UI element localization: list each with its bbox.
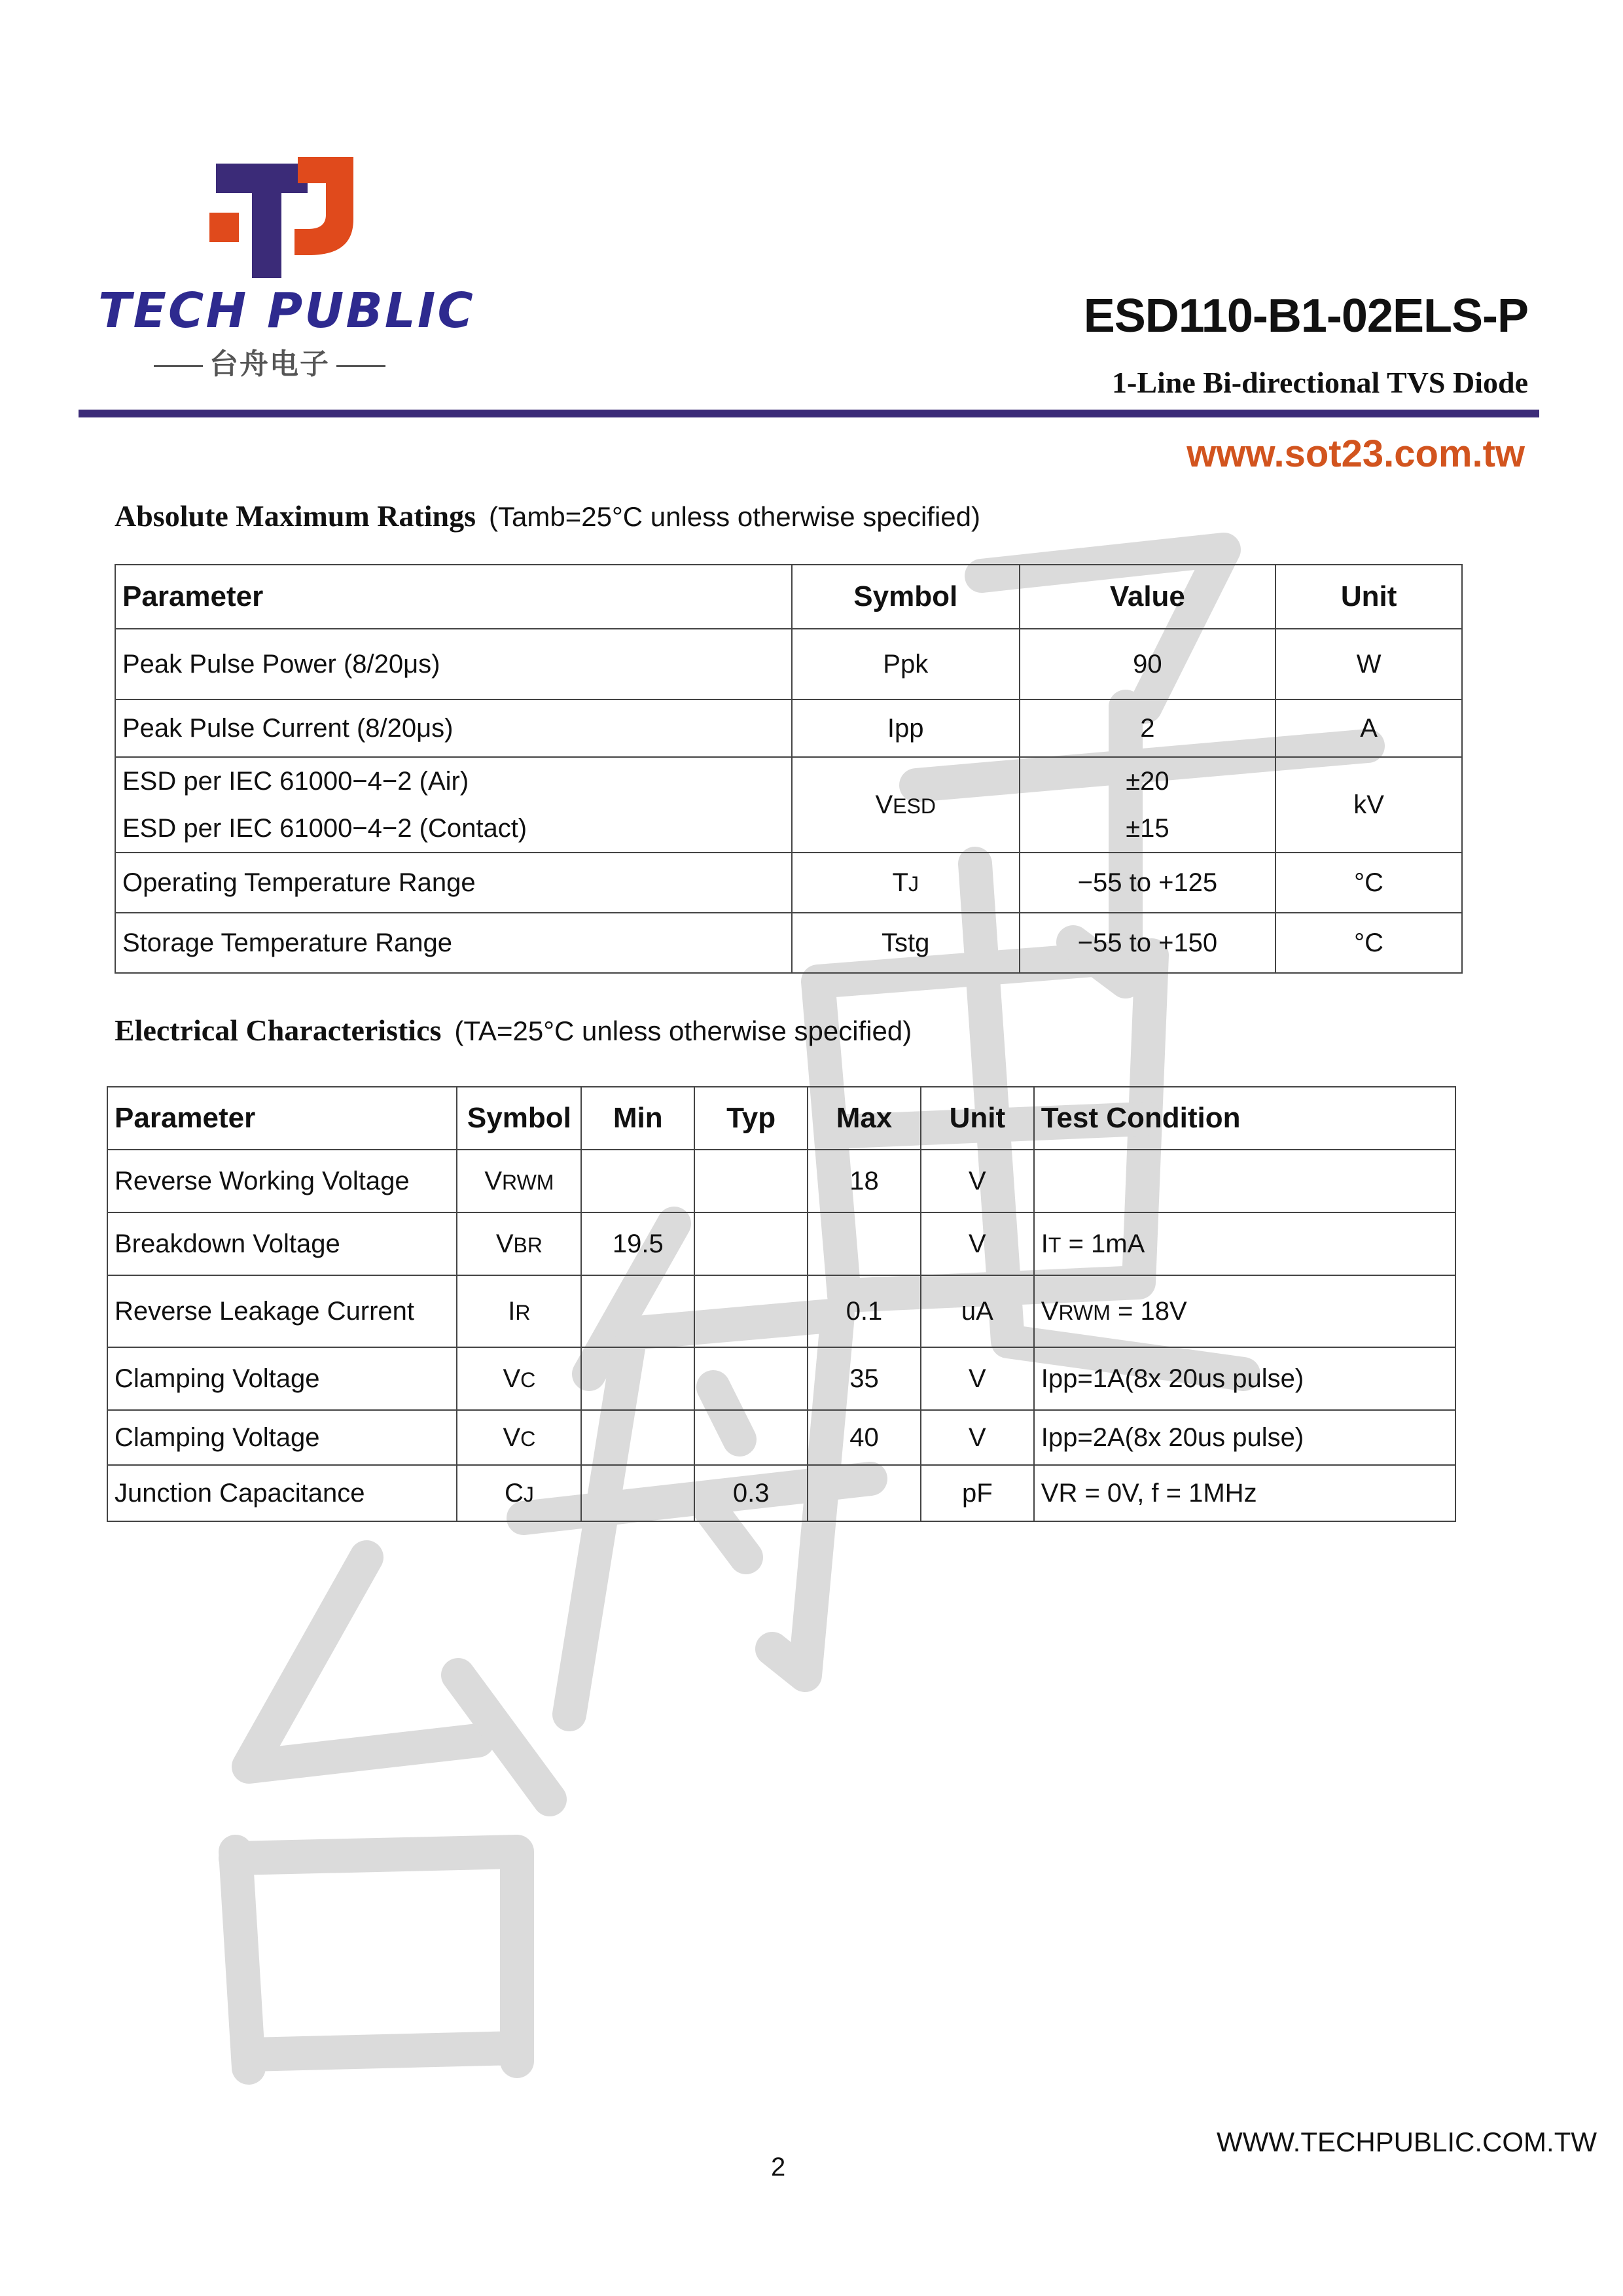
condition-rest: Ipp=1A(8x 20us pulse)	[1041, 1364, 1304, 1393]
symbol-cell: Tstg	[792, 913, 1020, 973]
typ-cell	[694, 1150, 808, 1212]
min-cell	[581, 1465, 694, 1521]
website-link[interactable]: www.sot23.com.tw	[1186, 433, 1525, 475]
condition-main: V	[1041, 1296, 1059, 1326]
unit-cell: V	[921, 1410, 1034, 1465]
parameter-line: ESD per IEC 61000−4−2 (Contact)	[122, 814, 527, 843]
max-cell	[808, 1465, 921, 1521]
symbol-cell	[457, 1465, 581, 1521]
parameter-line: ESD per IEC 61000−4−2 (Air)	[122, 767, 469, 796]
table-row	[107, 1150, 1455, 1212]
table-row	[115, 853, 1462, 913]
unit-cell: °C	[1275, 913, 1462, 973]
condition-cell	[1034, 1275, 1455, 1347]
condition-cell	[1034, 1347, 1455, 1410]
value-line: ±15	[1126, 814, 1169, 843]
column-header: Typ	[694, 1087, 808, 1150]
symbol-main: I	[508, 1296, 516, 1326]
unit-cell: W	[1275, 629, 1462, 699]
value-cell: −55 to +150	[1020, 913, 1276, 973]
condition-cell	[1034, 1150, 1455, 1212]
amr-note: (Tamb=25°C unless otherwise specified)	[489, 501, 981, 532]
max-cell: 0.1	[808, 1275, 921, 1347]
condition-rest: Ipp=2A(8x 20us pulse)	[1041, 1422, 1304, 1452]
column-header: Unit	[921, 1087, 1034, 1150]
unit-cell: kV	[1275, 757, 1462, 853]
document-subtitle: 1-Line Bi-directional TVS Diode	[1112, 366, 1528, 399]
symbol-sub: RWM	[502, 1170, 554, 1194]
amr-heading	[115, 499, 980, 533]
table-row	[107, 1212, 1455, 1275]
symbol-sub: ESD	[893, 794, 936, 818]
header-divider	[79, 410, 1539, 417]
symbol-main: V	[484, 1166, 503, 1195]
value-cell: 2	[1020, 699, 1276, 757]
table-row	[115, 757, 1462, 853]
max-cell: 18	[808, 1150, 921, 1212]
symbol-sub: J	[908, 872, 919, 896]
condition-rest: = 1mA	[1061, 1229, 1145, 1258]
symbol-sub: C	[520, 1368, 536, 1392]
column-header: Min	[581, 1087, 694, 1150]
unit-cell: A	[1275, 699, 1462, 757]
parameter-cell: Clamping Voltage	[107, 1347, 457, 1410]
parameter-cell: Peak Pulse Current (8/20μs)	[115, 699, 792, 757]
typ-cell	[694, 1212, 808, 1275]
parameter-cell: Breakdown Voltage	[107, 1212, 457, 1275]
value-cell	[1020, 757, 1276, 853]
parameter-cell: Peak Pulse Power (8/20μs)	[115, 629, 792, 699]
unit-cell: V	[921, 1150, 1034, 1212]
page-number: 2	[771, 2153, 786, 2181]
value-cell: 90	[1020, 629, 1276, 699]
amr-title: Absolute Maximum Ratings	[115, 499, 476, 533]
symbol-main: V	[875, 790, 893, 819]
table-header-row	[107, 1087, 1455, 1150]
parameter-cell: Operating Temperature Range	[115, 853, 792, 913]
condition-cell	[1034, 1410, 1455, 1465]
condition-cell	[1034, 1465, 1455, 1521]
logo-subtext: 台舟电子	[147, 340, 392, 382]
symbol-sub: R	[515, 1300, 531, 1324]
typ-cell: 0.3	[694, 1465, 808, 1521]
column-header: Symbol	[792, 565, 1020, 629]
unit-cell: V	[921, 1347, 1034, 1410]
symbol-cell: Ppk	[792, 629, 1020, 699]
condition-main: I	[1041, 1229, 1048, 1258]
min-cell: 19.5	[581, 1212, 694, 1275]
unit-cell: V	[921, 1212, 1034, 1275]
max-cell: 40	[808, 1410, 921, 1465]
table-row	[115, 699, 1462, 757]
symbol-sub: J	[523, 1482, 534, 1506]
unit-cell: uA	[921, 1275, 1034, 1347]
symbol-main: V	[495, 1229, 514, 1258]
table-row	[107, 1465, 1455, 1521]
column-header: Parameter	[107, 1087, 457, 1150]
table-row	[107, 1275, 1455, 1347]
parameter-cell	[115, 757, 792, 853]
symbol-cell	[792, 853, 1020, 913]
condition-rest: = 18V	[1110, 1296, 1187, 1326]
condition-rest: VR = 0V, f = 1MHz	[1041, 1478, 1257, 1508]
min-cell	[581, 1410, 694, 1465]
unit-cell: pF	[921, 1465, 1034, 1521]
symbol-cell	[457, 1275, 581, 1347]
typ-cell	[694, 1275, 808, 1347]
min-cell	[581, 1150, 694, 1212]
ec-heading	[115, 1013, 912, 1048]
symbol-cell	[457, 1212, 581, 1275]
parameter-cell: Reverse Working Voltage	[107, 1150, 457, 1212]
column-header: Unit	[1275, 565, 1462, 629]
parameter-cell: Reverse Leakage Current	[107, 1275, 457, 1347]
symbol-cell: Ipp	[792, 699, 1020, 757]
condition-sub: RWM	[1058, 1300, 1111, 1324]
typ-cell	[694, 1410, 808, 1465]
min-cell	[581, 1275, 694, 1347]
max-cell: 35	[808, 1347, 921, 1410]
value-cell: −55 to +125	[1020, 853, 1276, 913]
electrical-characteristics-table	[107, 1086, 1456, 1522]
symbol-cell	[792, 757, 1020, 853]
ec-title: Electrical Characteristics	[115, 1014, 442, 1047]
document-title: ESD110-B1-02ELS-P	[1083, 290, 1528, 342]
condition-sub: T	[1048, 1233, 1061, 1257]
parameter-cell: Clamping Voltage	[107, 1410, 457, 1465]
value-line: ±20	[1126, 767, 1169, 796]
table-row	[107, 1347, 1455, 1410]
symbol-main: T	[892, 868, 908, 897]
symbol-main: V	[503, 1364, 521, 1393]
symbol-sub: C	[520, 1426, 536, 1451]
ec-note: (TA=25°C unless otherwise specified)	[454, 1016, 912, 1046]
symbol-main: V	[503, 1422, 521, 1452]
column-header: Max	[808, 1087, 921, 1150]
logo-text: TECH PUBLIC	[98, 283, 475, 339]
table-row	[115, 629, 1462, 699]
typ-cell	[694, 1347, 808, 1410]
parameter-cell: Junction Capacitance	[107, 1465, 457, 1521]
table-row	[115, 913, 1462, 973]
symbol-cell	[457, 1150, 581, 1212]
tech-public-logo-icon	[209, 157, 353, 278]
parameter-cell: Storage Temperature Range	[115, 913, 792, 973]
table-header-row	[115, 565, 1462, 629]
column-header: Symbol	[457, 1087, 581, 1150]
column-header: Value	[1020, 565, 1276, 629]
min-cell	[581, 1347, 694, 1410]
column-header: Test Condition	[1034, 1087, 1455, 1150]
symbol-main: C	[504, 1478, 524, 1508]
column-header: Parameter	[115, 565, 792, 629]
unit-cell: °C	[1275, 853, 1462, 913]
symbol-cell	[457, 1410, 581, 1465]
table-row	[107, 1410, 1455, 1465]
footer-url: WWW.TECHPUBLIC.COM.TW	[1217, 2127, 1597, 2157]
condition-cell	[1034, 1212, 1455, 1275]
symbol-cell	[457, 1347, 581, 1410]
absolute-maximum-ratings-table	[115, 564, 1463, 974]
max-cell	[808, 1212, 921, 1275]
symbol-sub: BR	[513, 1233, 543, 1257]
